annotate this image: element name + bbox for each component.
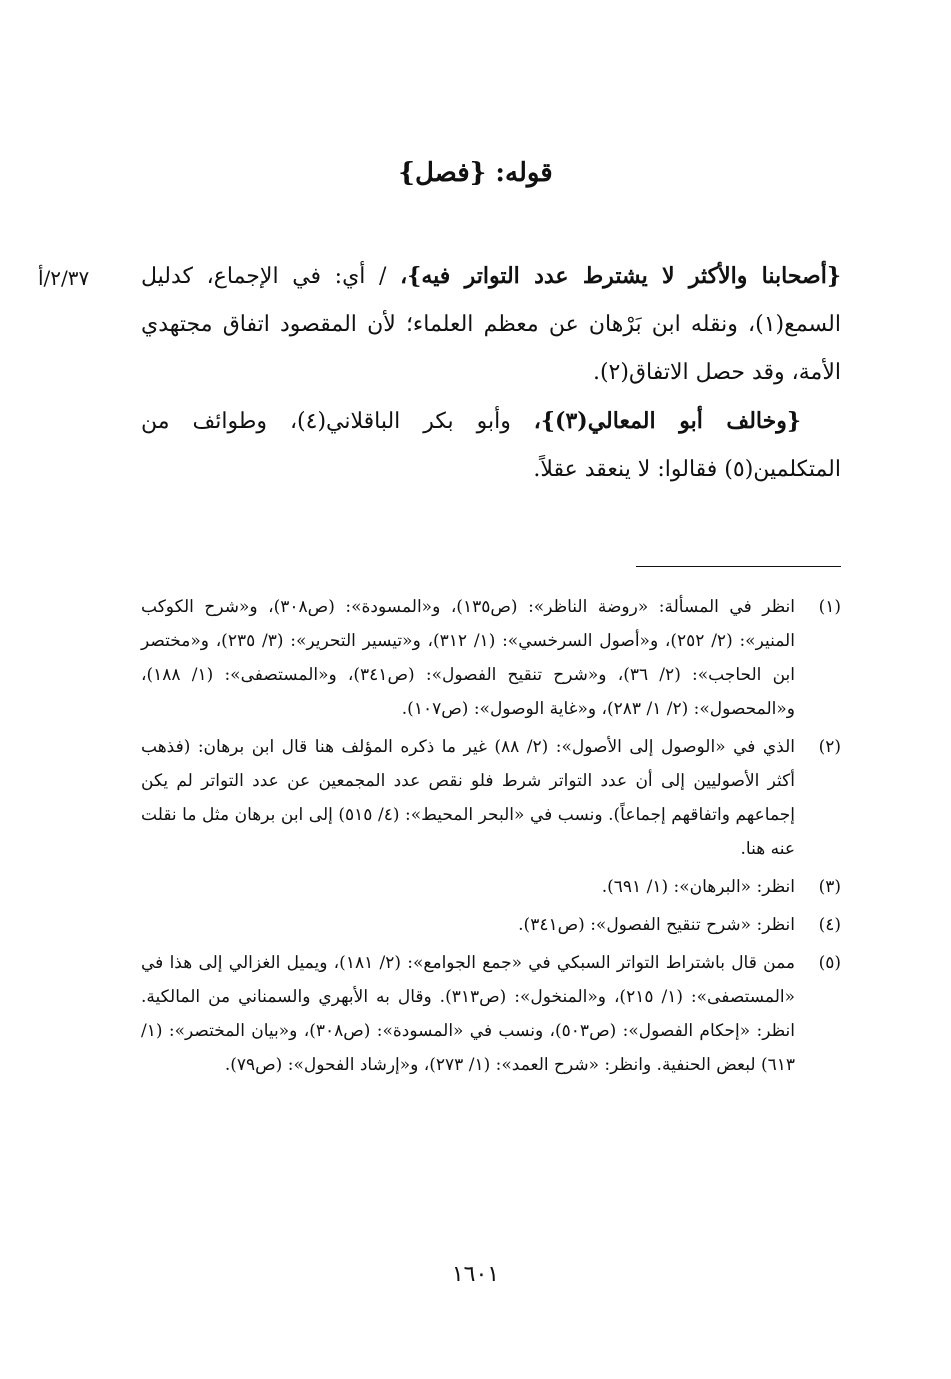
- footnote-text: انظر: «شرح تنقيح الفصول»: (ص٣٤١).: [518, 915, 795, 935]
- footnotes: [141, 590, 841, 1086]
- footnote-text: انظر: «البرهان»: (١/ ٦٩١).: [601, 877, 795, 897]
- footnote: [141, 590, 841, 726]
- footnote-number: (١): [818, 597, 841, 617]
- paragraph-1: [141, 252, 841, 397]
- footnote: [141, 946, 841, 1082]
- footnote-separator: [636, 566, 841, 567]
- quoted-matn-1: {أصحابنا والأكثر لا يشترط عدد التواتر فيه}،: [400, 263, 841, 289]
- footnote: [141, 908, 841, 942]
- footnote-number: (٣): [818, 877, 841, 897]
- footnote-text: انظر في المسألة: «روضة الناظر»: (ص١٣٥)، و«المسودة»: (ص٣٠٨)، و«شرح الكوكب المنير»: (٢/ ٢٥٢)، و«أصول السرخسي»: (١/ ٣١٢)، و«تيسير التحرير»: (٣/ ٢٣٥)، و«مختصر ابن الحاجب»: (٢/ ٣٦)، و«شرح تنقيح الفصول»: (ص٣٤١)، و«المستصفى»: (١/ ١٨٨)، و«المحصول»: (٢/ ١/ ٢٨٣)، و«غاية الوصول»: (ص١٠٧).: [141, 597, 796, 719]
- commentary-2: وأبو بكر الباقلاني(٤)، وطوائف من المتكلمين(٥) فقالوا: لا ينعقد عقلاً.: [141, 409, 841, 482]
- main-text: [141, 252, 841, 494]
- quoted-matn-2: {وخالف أبو المعالي(٣)}،: [533, 408, 801, 434]
- paragraph-2: [141, 397, 841, 494]
- commentary-1: / أي: في الإجماع، كدليل السمع(١)، ونقله ابن بَرْهان عن معظم العلماء؛ لأن المقصود اتفاق مجتهدي الأمة، وقد حصل الاتفاق(٢).: [141, 264, 841, 385]
- footnote-number: (٥): [818, 953, 841, 973]
- footnote-number: (٢): [818, 737, 841, 757]
- footnote-text: ممن قال باشتراط التواتر السبكي في «جمع الجوامع»: (٢/ ١٨١)، ويميل الغزالي إلى هذا في «المستصفى»: (١/ ٢١٥)، و«المنخول»: (ص٣١٣). وقال به الأبهري والسمناني من المالكية. انظر: «إحكام الفصول»: (ص٥٠٣)، ونسب في «المسودة»: (ص٣٠٨)، و«بيان المختصر»: (١/ ٦١٣) لبعض الحنفية. وانظر: «شرح العمد»: (١/ ٢٧٣)، و«إرشاد الفحول»: (ص٧٩).: [141, 953, 796, 1075]
- footnote-text: الذي في «الوصول إلى الأصول»: (٢/ ٨٨) غير ما ذكره المؤلف هنا قال ابن برهان: (فذهب أكثر الأصوليين إلى أن عدد التواتر شرط فلو نقص عدد المجمعين عن عدد التواتر لم يكن إجماعهم واتفاقهم إجماعاً). ونسب في «البحر المحيط»: (٤/ ٥١٥) إلى ابن برهان مثل ما نقلت عنه هنا.: [141, 737, 796, 859]
- section-heading: قوله: {فصل}: [398, 158, 553, 188]
- page-number: ١٦٠١: [451, 1262, 500, 1287]
- footnote-number: (٤): [818, 915, 841, 935]
- manuscript-folio-reference: ٢/٣٧/أ: [38, 266, 90, 290]
- footnote: [141, 870, 841, 904]
- footnote: [141, 730, 841, 866]
